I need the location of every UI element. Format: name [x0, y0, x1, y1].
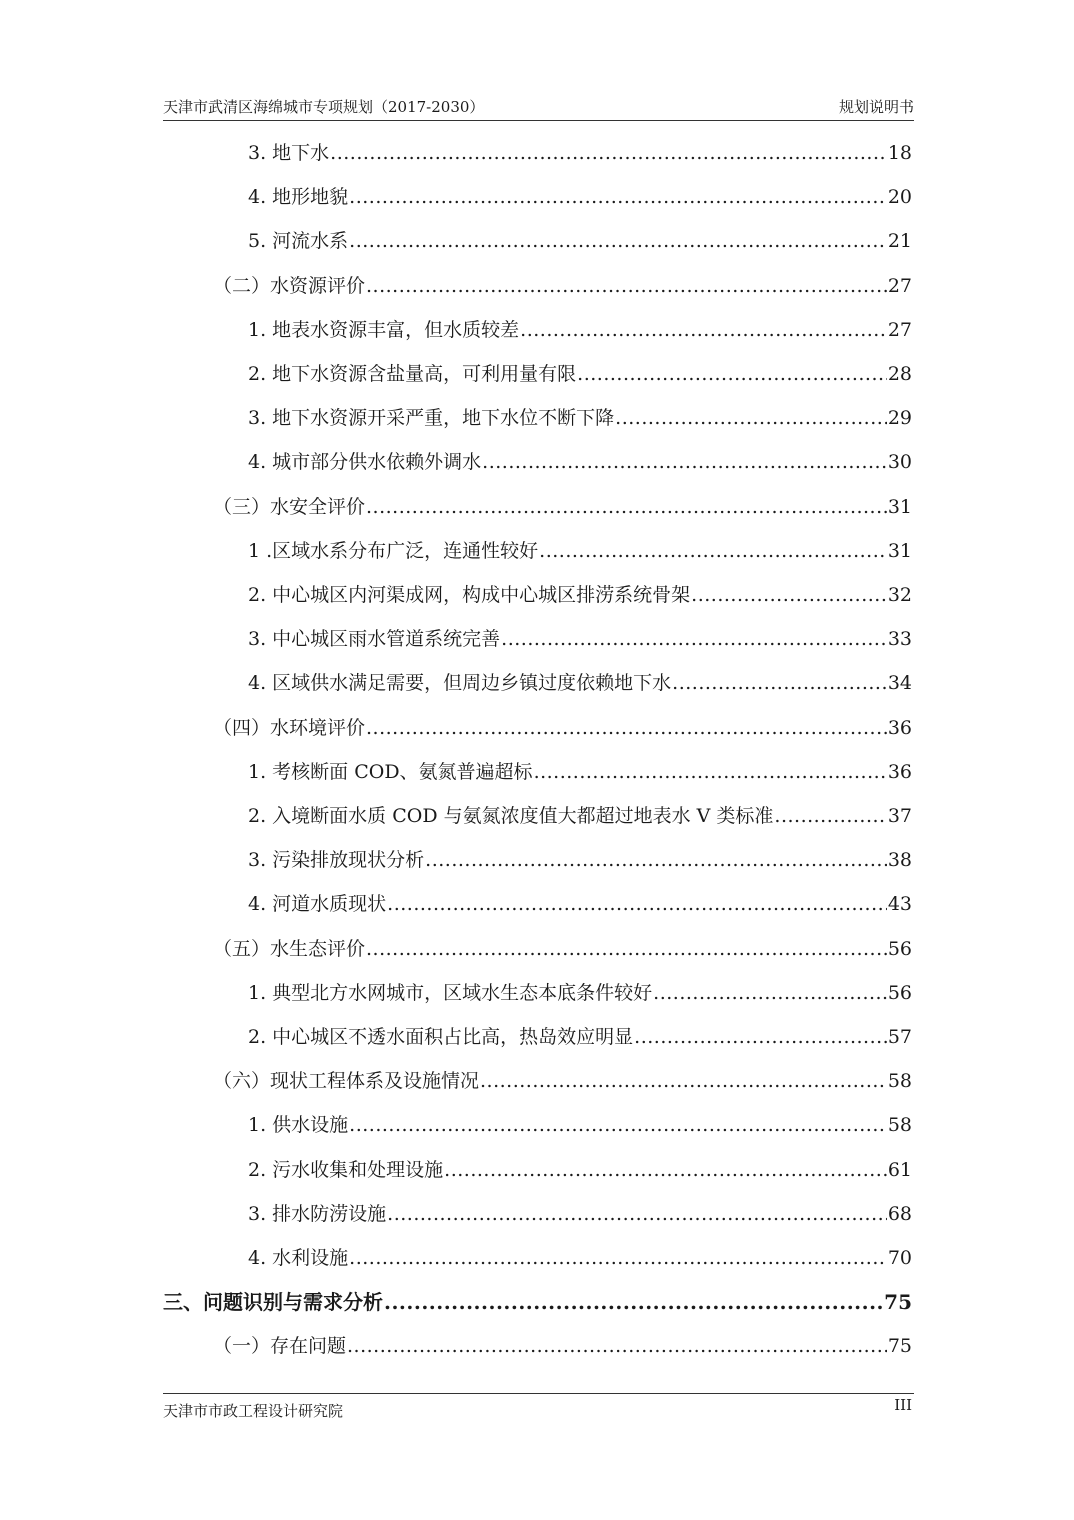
toc-entry[interactable] [248, 447, 912, 477]
toc-entry[interactable] [213, 713, 912, 743]
toc-dot-leader [577, 359, 887, 389]
toc-entry-label: 1. 考核断面 COD、氨氮普遍超标 [248, 760, 533, 783]
toc-entry[interactable] [163, 1287, 912, 1317]
document-section: 规划说明书 [838, 98, 914, 116]
toc-entry[interactable] [248, 580, 912, 610]
toc-entry-page: 58 [887, 1070, 912, 1093]
toc-entry-label: 1 .区域水系分布广泛，连通性较好 [248, 539, 539, 562]
toc-dot-leader [480, 1066, 887, 1096]
toc-dot-leader [425, 845, 887, 875]
toc-entry[interactable] [248, 801, 912, 831]
toc-entry[interactable] [248, 668, 912, 698]
toc-dot-leader [330, 138, 887, 168]
page-number: III [894, 1396, 912, 1414]
toc-entry[interactable] [248, 226, 912, 256]
toc-entry-page: 68 [887, 1202, 912, 1225]
toc-entry[interactable] [248, 757, 912, 787]
toc-entry-page: 33 [887, 628, 912, 651]
toc-entry[interactable] [248, 978, 912, 1008]
toc-entry-page: 31 [887, 495, 912, 518]
organization-name: 天津市市政工程设计研究院 [163, 1402, 344, 1420]
toc-entry-page: 75 [884, 1290, 912, 1315]
toc-entry[interactable] [248, 1199, 912, 1229]
toc-entry-label: （三）水安全评价 [213, 495, 366, 518]
toc-entry-page: 43 [887, 893, 912, 916]
toc-dot-leader [634, 1022, 887, 1052]
page-header [163, 96, 914, 121]
toc-dot-leader [653, 978, 887, 1008]
toc-entry-label: 4. 水利设施 [248, 1247, 349, 1269]
toc-entry[interactable] [248, 536, 912, 566]
toc-dot-leader [534, 757, 887, 787]
toc-entry-page: 37 [887, 805, 912, 827]
toc-dot-leader [672, 668, 887, 698]
toc-entry-label: （六）现状工程体系及设施情况 [213, 1070, 480, 1093]
toc-entry[interactable] [248, 403, 912, 433]
toc-entry-page: 75 [887, 1335, 912, 1358]
toc-entry-label: 1. 地表水资源丰富，但水质较差 [248, 318, 520, 341]
toc-entry[interactable] [248, 1155, 912, 1185]
toc-entry[interactable] [248, 138, 912, 168]
toc-dot-leader [349, 1110, 887, 1140]
toc-entry-label: 2. 入境断面水质 COD 与氨氮浓度值大都超过地表水 V 类标准 [248, 805, 774, 827]
toc-entry[interactable] [213, 934, 912, 964]
toc-dot-leader [366, 492, 887, 522]
toc-entry-page: 56 [887, 981, 912, 1004]
toc-entry-page: 58 [887, 1114, 912, 1137]
toc-entry-label: 2. 中心城区内河渠成网，构成中心城区排涝系统骨架 [248, 584, 691, 606]
toc-entry-page: 36 [887, 716, 912, 739]
toc-entry-page: 56 [887, 937, 912, 960]
toc-dot-leader [444, 1155, 887, 1185]
toc-entry-label: 2. 地下水资源含盐量高，可利用量有限 [248, 363, 577, 385]
toc-dot-leader [501, 624, 887, 654]
toc-entry[interactable] [248, 1243, 912, 1273]
toc-entry-label: （五）水生态评价 [213, 937, 366, 960]
toc-dot-leader [366, 271, 887, 301]
toc-dot-leader [347, 1331, 887, 1361]
toc-dot-leader [691, 580, 887, 610]
toc-entry[interactable] [213, 271, 912, 301]
toc-entry[interactable] [213, 1331, 912, 1361]
toc-entry-page: 32 [887, 584, 912, 606]
toc-entry-page: 30 [887, 451, 912, 474]
toc-dot-leader [366, 713, 887, 743]
toc-entry-page: 57 [887, 1026, 912, 1048]
toc-entry[interactable] [248, 315, 912, 345]
toc-entry-page: 31 [887, 539, 912, 562]
toc-dot-leader [349, 1243, 887, 1273]
toc-entry-page: 21 [887, 230, 912, 253]
toc-dot-leader [774, 801, 886, 831]
toc-entry-label: （二）水资源评价 [213, 274, 366, 297]
toc-entry[interactable] [248, 624, 912, 654]
toc-entry-label: 2. 污水收集和处理设施 [248, 1158, 444, 1181]
toc-entry-label: （一）存在问题 [213, 1335, 347, 1358]
toc-entry-label: 1. 供水设施 [248, 1114, 349, 1137]
toc-dot-leader [387, 889, 887, 919]
toc-entry-label: 4. 河道水质现状 [248, 893, 387, 916]
toc-dot-leader [384, 1287, 883, 1317]
toc-dot-leader [349, 226, 887, 256]
toc-entry-page: 70 [887, 1247, 912, 1269]
toc-entry-page: 28 [887, 363, 912, 385]
toc-entry[interactable] [248, 1110, 912, 1140]
toc-entry[interactable] [248, 889, 912, 919]
toc-dot-leader [366, 934, 887, 964]
toc-entry[interactable] [248, 359, 912, 389]
toc-dot-leader [482, 447, 887, 477]
toc-entry-page: 29 [887, 407, 912, 430]
toc-dot-leader [349, 182, 887, 212]
toc-entry[interactable] [248, 182, 912, 212]
toc-entry-label: （四）水环境评价 [213, 716, 366, 739]
toc-entry-page: 36 [887, 760, 912, 783]
toc-entry-label: 3. 地下水 [248, 142, 330, 164]
toc-entry[interactable] [248, 1022, 912, 1052]
toc-dot-leader [387, 1199, 887, 1229]
toc-entry-page: 27 [887, 318, 912, 341]
page-footer [163, 1393, 914, 1420]
toc-entry-label: 2. 中心城区不透水面积占比高，热岛效应明显 [248, 1026, 634, 1048]
toc-entry-label: 3. 中心城区雨水管道系统完善 [248, 628, 501, 651]
toc-entry-page: 18 [887, 142, 912, 164]
toc-dot-leader [615, 403, 887, 433]
toc-entry-label: 三、问题识别与需求分析 [163, 1290, 383, 1315]
toc-entry-label: 4. 地形地貌 [248, 186, 349, 209]
document-title: 天津市武清区海绵城市专项规划（2017-2030） [163, 98, 485, 116]
toc-entry[interactable] [213, 1066, 912, 1096]
toc-entry-label: 3. 污染排放现状分析 [248, 849, 425, 872]
toc-entry-label: 4. 区域供水满足需要，但周边乡镇过度依赖地下水 [248, 672, 672, 695]
toc-entry-label: 5. 河流水系 [248, 230, 349, 253]
toc-entry-page: 34 [887, 672, 912, 695]
toc-entry[interactable] [213, 492, 912, 522]
toc-entry-page: 27 [887, 274, 912, 297]
toc-entry-label: 3. 地下水资源开采严重，地下水位不断下降 [248, 407, 615, 430]
toc-entry-page: 61 [887, 1158, 912, 1181]
toc-entry[interactable] [248, 845, 912, 875]
toc-entry-page: 38 [887, 849, 912, 872]
toc-dot-leader [539, 536, 887, 566]
toc-entry-page: 20 [887, 186, 912, 209]
toc-entry-label: 1. 典型北方水网城市，区域水生态本底条件较好 [248, 981, 653, 1004]
toc-entry-label: 3. 排水防涝设施 [248, 1202, 387, 1225]
toc-entry-label: 4. 城市部分供水依赖外调水 [248, 451, 482, 474]
toc-dot-leader [520, 315, 887, 345]
